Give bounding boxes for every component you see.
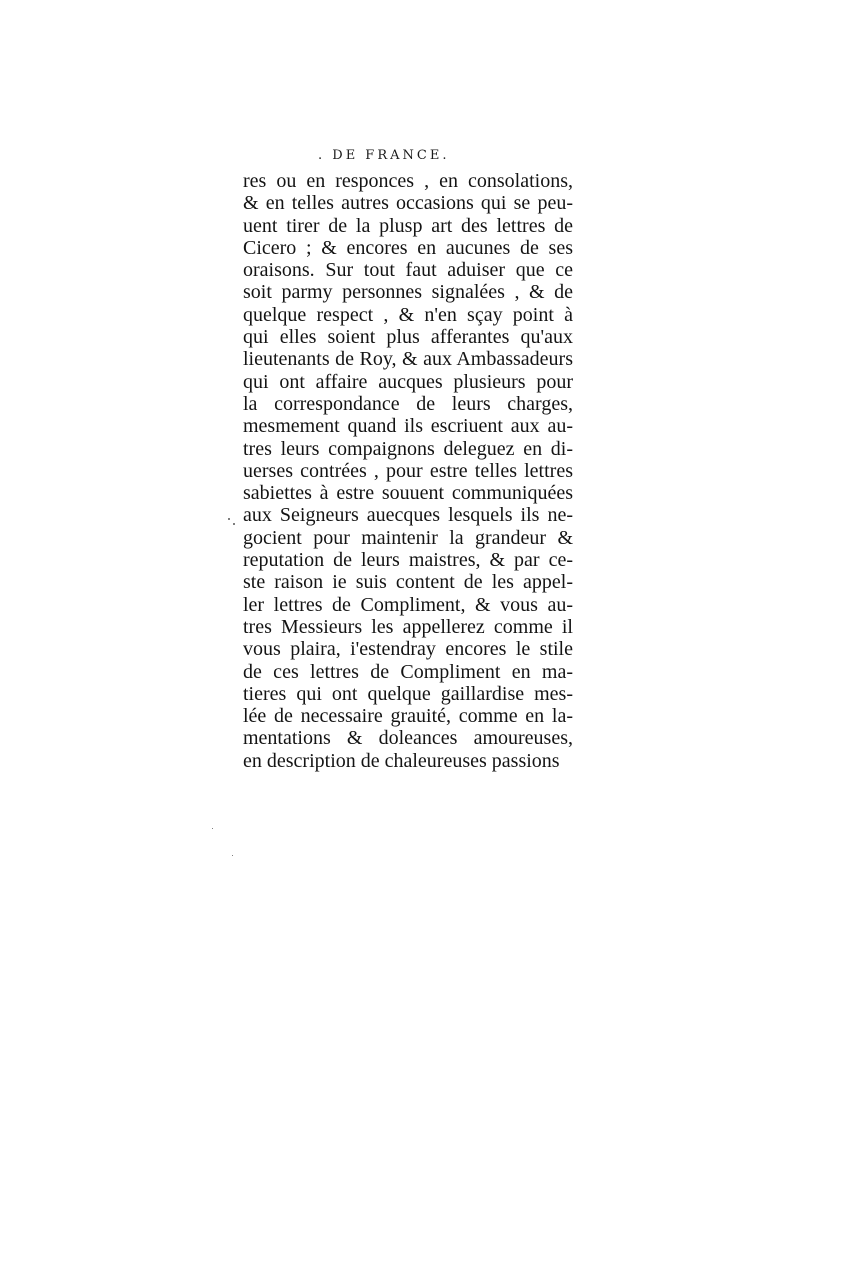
text-line: res ou en responces , en consolations, xyxy=(243,170,573,192)
ink-speck xyxy=(233,523,235,525)
text-line: ler lettres de Compliment, & vous au- xyxy=(243,593,573,616)
text-line: uerses contrées , pour estre telles lettres xyxy=(243,459,573,482)
text-line: quelque respect , & n'en sçay point à xyxy=(243,303,573,326)
text-line: en description de chaleureuses passions xyxy=(243,749,560,772)
text-line: soit parmy personnes signalées , & de xyxy=(243,281,573,304)
ink-speck xyxy=(228,518,230,520)
text-line: mentations & doleances amoureuses, xyxy=(243,727,573,750)
text-line: qui ont affaire aucques plusieurs pour xyxy=(243,370,573,393)
text-line: mesmement quand ils escriuent aux au- xyxy=(243,415,573,438)
text-line: gocient pour maintenir la grandeur & xyxy=(243,526,573,549)
text-line: la correspondance de leurs charges, xyxy=(243,392,573,415)
text-line: reputation de leurs maistres, & par ce- xyxy=(243,549,573,572)
text-line: & en telles autres occasions qui se peu- xyxy=(243,192,573,215)
running-head: . DE FRANCE. xyxy=(318,148,450,163)
text-line: sabiettes à estre souuent communiquées xyxy=(243,482,573,505)
text-line: aux Seigneurs auecques lesquels ils ne- xyxy=(243,504,573,527)
text-line: tieres qui ont quelque gaillardise mes- xyxy=(243,682,573,705)
text-line: tres leurs compaignons deleguez en di- xyxy=(243,437,573,460)
text-line: vous plaira, i'estendray encores le stile xyxy=(243,638,573,661)
ink-speck xyxy=(232,855,233,856)
text-line: oraisons. Sur tout faut aduiser que ce xyxy=(243,259,573,282)
text-line: qui elles soient plus afferantes qu'aux xyxy=(243,326,573,349)
text-line: lée de necessaire grauité, comme en la- xyxy=(243,705,573,728)
text-line: ste raison ie suis content de les appel- xyxy=(243,571,573,594)
text-line: tres Messieurs les appellerez comme il xyxy=(243,615,573,638)
text-line: uent tirer de la plusp art des lettres de xyxy=(243,214,573,237)
text-line: de ces lettres de Compliment en ma- xyxy=(243,660,573,683)
text-line: lieutenants de Roy, & aux Ambassadeurs xyxy=(243,348,573,371)
body-text xyxy=(243,170,573,772)
text-line: Cicero ; & encores en aucunes de ses xyxy=(243,236,573,259)
ink-speck xyxy=(212,828,213,829)
